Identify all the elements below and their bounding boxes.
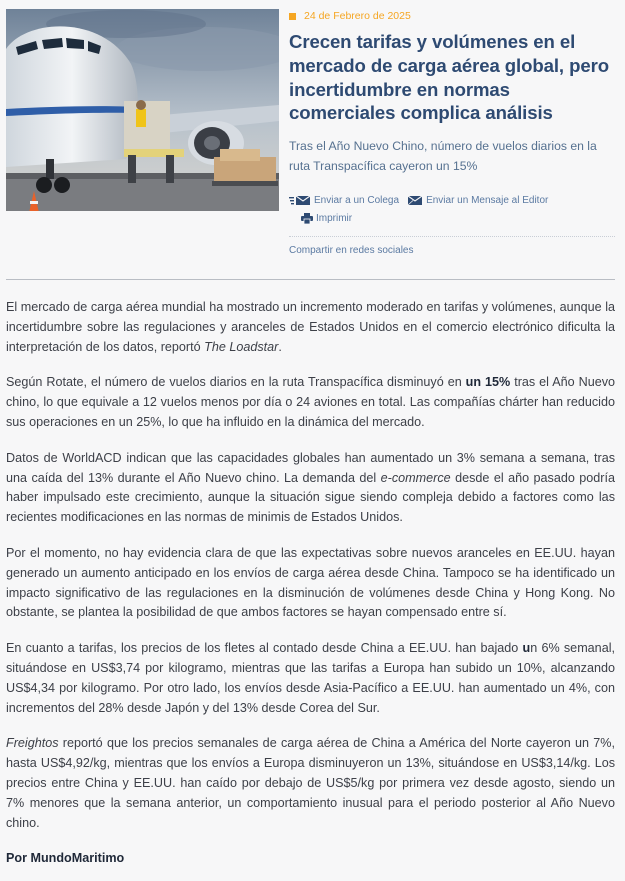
freightos-source: Freightos [6,736,59,751]
paragraph-5: En cuanto a tarifas, los precios de los fletes al contado desde China a EE.UU. han bajado un 6% semanal, situándose en US$3,74 por kilogramo, mientras que las tarifas a Europa han subido un 10%, alcanzando US$4,34 por kilogramo. Por otro lado, los envíos desde Asia-Pacífico a EE.UU. han aumentado un 4%, con incrementos del 28% desde Japón y del 13% desde Corea del Sur. [6,641,615,715]
article-title: Crecen tarifas y volúmenes en el mercado de carga aérea global, pero incertidumbre en normas comerciales complica análisis [289,31,609,124]
loadstar-source: The Loadstar [204,339,279,354]
send-colleague-link[interactable] [289,195,399,206]
article-photo [6,9,279,211]
date-row [289,9,615,23]
send-editor-label: Enviar un Mensaje al Editor [426,194,549,206]
share-social-link[interactable]: Compartir en redes sociales [289,236,615,256]
send-colleague-label: Enviar a un Colega [314,194,400,206]
paragraph-3: Datos de WorldACD indican que las capacidades globales han aumentado un 3% semana a semana, tras una caída del 13% durante el Año Nuevo chino. La demanda del e-commerce desde el año pasado podría haber impulsado este crecimiento, aunque la situación sigue siendo compleja debido a factores como las recientes modificaciones en las normas de minimis de Estados Unidos. [6,450,616,525]
send-editor-link[interactable] [407,195,548,206]
envelope-icon [407,195,423,206]
date-bullet-icon [289,13,296,20]
printer-icon [301,213,313,224]
article-subtitle: Tras el Año Nuevo Chino, número de vuelos diarios en la ruta Transpacífica cayeron un 15% [289,139,597,173]
paragraph-1: El mercado de carga aérea mundial ha mostrado un incremento moderado en tarifas y volúmenes, aunque la incertidumbre sobre las regulaciones y aranceles de Estados Unidos en el comercio electrónico dificulta la interpretación de los datos, reportó The Loadstar. [6,300,615,354]
paragraph-2: Según Rotate, el número de vuelos diarios en la ruta Transpacífica disminuyó en un 15% tras el Año Nuevo chino, lo que equivale a 12 vuelos menos por día o 24 aviones en total. Las compañías chárter han reducido sus operaciones en un 25%, lo que ha influido en la dinámica del mercado. [6,375,615,429]
paragraph-6: Freightos reportó que los precios semanales de carga aérea de China a América del Norte cayeron un 7%, hasta US$4,92/kg, mientras que los envíos a Europa disminuyeron un 13%, situándose en US$3,14/kg. Los precios entre China y EE.UU. han caído por debajo de US$5/kg por primera vez desde agosto, siendo un 7% menores que la semana anterior, un comportamiento inusual para el periodo posterior al Año Nuevo chino. [6,736,615,830]
article-actions [289,191,615,256]
highlight-15-percent: un 15% [465,375,511,390]
print-link[interactable] [301,213,352,224]
paragraph-4: Por el momento, no hay evidencia clara de que las expectativas sobre nuevos aranceles en EE.UU. hayan generado un aumento anticipado en los envíos de carga aérea desde China. Tampoco se ha identificado un impacto significativo de las regulaciones en la disminución de volúmenes desde China y Hong Kong. No obstante, se plantea la posibilidad de que ambos factores se hayan compensado entre sí. [6,545,615,620]
article-body [6,298,615,869]
article-byline: Por MundoMaritimo [6,851,125,866]
article-date: 24 de Febrero de 2025 [304,10,411,22]
header-divider [6,279,615,280]
print-label: Imprimir [316,212,353,224]
envelope-lines-icon [289,195,311,206]
ecommerce-term: e-commerce [380,470,451,485]
article-header [289,9,615,256]
